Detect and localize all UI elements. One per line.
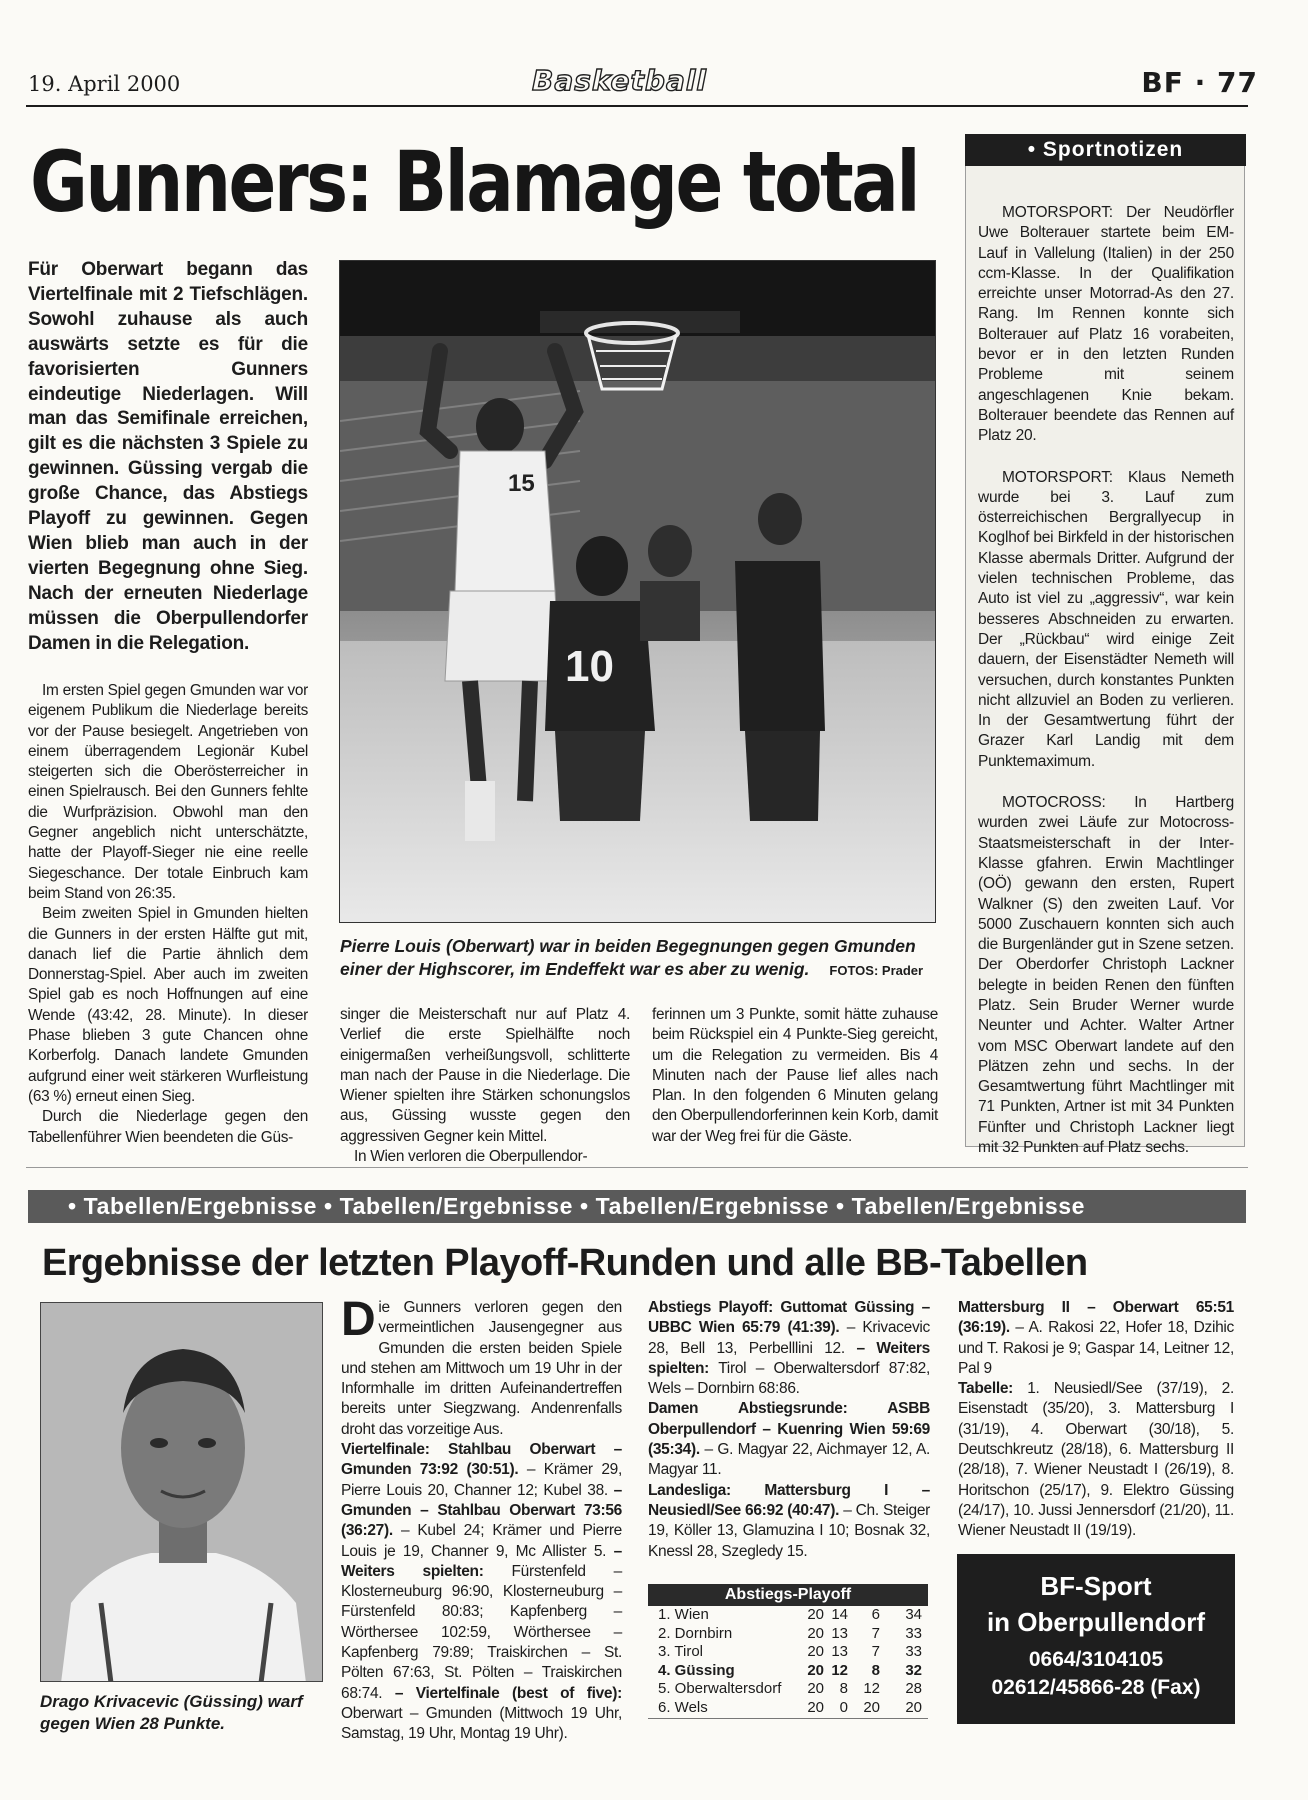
results-column-2 bbox=[648, 1298, 930, 1562]
note-text: In Hartberg wurden zwei Läufe zur Motocross-Staatsmeisterschaft in der Inter-Klasse gfahren. Erwin Machtlinger (OÖ) gewann den ersten, Rupert Walkner (S) den zweiten Lauf. Vor 5000 Zuschauern konnten sich auch die Burgenländer gut in Szene setzen. Der Oberdorfer Christoph Lackner belegte in beiden Renen den fünften Platz. Sein Bruder Werner wurde Neunter und Achter. Walter Artner vom MSC Oberwart landete auf den Plätzen zehn und sechs. In der Gesamtwertung führt Machtlinger mit 71 Punkten, Artner ist mit 34 Punkten Fünfter und Christoph Lackner liegt mit 32 Punkten auf Platz sechs. bbox=[978, 794, 1234, 1157]
table-row bbox=[648, 1606, 928, 1625]
standings-table bbox=[648, 1584, 928, 1719]
stat-cell: 20 bbox=[807, 1606, 824, 1623]
table-row bbox=[648, 1625, 928, 1644]
stat-cell: 20 bbox=[863, 1698, 880, 1716]
note-text: Klaus Nemeth wurde bei 3. Lauf zum österreichischen Bergrallyecup in Koglhof bei Birkfeld in der historischen Klasse abermals Dritter. Aufgrund der vielen technischen Probleme, das Auto ist viel zu „aggressiv“, war kein besseres Abschneiden zu erwarten. Der „Rückbau“ wird einige Zeit dauern, der Eisenstädter Nemeth will versuchen, durch konstantes Punkten nicht allzuviel an Boden zu verlieren. In der Gesamtwertung führt der Grazer Karl Landig mit dem Punktemaximum. bbox=[978, 468, 1234, 770]
result-text: – Kubel 24; Krämer und Pierre Louis je 19, Channer 9, Mc Allister 5. bbox=[341, 1522, 622, 1560]
table-row bbox=[648, 1662, 928, 1681]
photo-caption bbox=[340, 935, 936, 982]
sidebar-sportnotizen bbox=[965, 134, 1245, 1157]
results-intro: ie Gunners verloren gegen den vermeintlichen Jausengegner aus Gmunden die ersten beiden Spiele und stehen am Mittwoch um 19 Uhr in der Informhalle im dritten Aufeinandertreffen bereits unter Siegzwang. Andenrenfalls droht das vorzeitige Aus. bbox=[341, 1299, 622, 1438]
stat-cell: 14 bbox=[831, 1606, 848, 1623]
contact-title: BF-Sport bbox=[1040, 1571, 1152, 1601]
sidebar-note bbox=[978, 793, 1234, 1158]
stat-cell: 0 bbox=[839, 1698, 848, 1716]
article-lead: Für Oberwart begann das Viertelfinale mit 2 Tiefschlägen. Sowohl zuhause als auch auswärts setzte es für die favorisierten Gunners eindeutige Niederlagen. Will man das Semifinale erreichen, gilt es die nächsten 3 Spiele zu gewinnen. Güssing vergab die große Chance, das Abstiegs Playoff zu gewinnen. Gegen Wien blieb man auch in der vierten Begegnung ohne Sieg. Nach der erneuten Niederlage müssen die Oberpullendorfer Damen in die Relegation. bbox=[28, 259, 308, 654]
result-heading: – Weiters spielten: bbox=[341, 1542, 622, 1580]
article-paragraph: Durch die Niederlage gegen den Tabellenführer Wien beendeten die Güs- bbox=[28, 1108, 308, 1146]
contact-box bbox=[957, 1554, 1235, 1724]
stat-cell: 7 bbox=[871, 1643, 880, 1661]
stat-cell: 20 bbox=[807, 1624, 824, 1642]
result-text: – Krämer 29, Pierre Louis 20, Channer 12; Kubel 38. bbox=[341, 1461, 622, 1499]
stat-cell: 6 bbox=[871, 1606, 880, 1623]
photo-credit: FOTOS: Prader bbox=[829, 963, 924, 978]
table-body bbox=[648, 1606, 928, 1719]
team-cell: 2. Dornbirn bbox=[658, 1624, 733, 1642]
stat-cell: 32 bbox=[905, 1661, 922, 1679]
table-row bbox=[648, 1680, 928, 1699]
stat-cell: 13 bbox=[831, 1624, 848, 1642]
stat-cell: 20 bbox=[807, 1643, 824, 1661]
stat-cell: 28 bbox=[905, 1680, 922, 1698]
stat-cell: 33 bbox=[905, 1643, 922, 1661]
team-cell: 6. Wels bbox=[658, 1698, 708, 1716]
result-text: Oberwart – Gmunden (Mittwoch 19 Uhr, Samstag, 19 Uhr, Montag 19 Uhr). bbox=[341, 1704, 622, 1743]
result-text: – Ch. Steiger 19, Köller 13, Glamuzina I 10; Bosnak 32, Knessl 28, Szegledy 15. bbox=[648, 1501, 930, 1560]
result-heading: Viertelfinale: Stahlbau Oberwart – Gmunden 73:92 (30:51). bbox=[341, 1441, 622, 1479]
portrait-illustration bbox=[41, 1303, 323, 1682]
portrait-caption: Drago Krivacevic (Güssing) warf gegen Wien 28 Punkte. bbox=[40, 1692, 303, 1733]
stat-cell: 20 bbox=[807, 1698, 824, 1716]
result-text: Tirol – Oberwaltersdorf 87:82, Wels – Dornbirn 68:86. bbox=[648, 1359, 930, 1398]
result-heading: – Weiters spielten: bbox=[648, 1339, 930, 1377]
stat-cell: 33 bbox=[905, 1624, 922, 1642]
svg-text:10: 10 bbox=[565, 642, 614, 691]
result-text: Fürstenfeld – Klosterneuburg 96:90, Klosterneuburg – Fürstenfeld 80:83; Kapfenberg – Wörthersee 102:59, Wörthersee – Kapfenberg 79:89; Traiskirchen – St. Pölten 67:63, St. Pölten – Traiskirchen 68:74. bbox=[341, 1562, 622, 1702]
team-cell: 5. Oberwaltersdorf bbox=[658, 1680, 782, 1698]
section-rule bbox=[26, 1167, 1248, 1168]
article-column-1 bbox=[28, 681, 308, 1148]
basketball-photo-illustration bbox=[340, 261, 936, 923]
article-paragraph: Beim zweiten Spiel in Gmunden hielten die Gunners in der ersten Hälfte gut mit, danach lief die Partie ähnlich dem Donnerstag-Spiel. Aber auch im zweiten Spiel gab es noch Hoffnungen auf eine Wende (43:42, 28. Minute). In dieser Phase blieben 3 gute Chancen ohne Korberfolg. Danach landete Gmunden aufgrund einer weit stärkeren Wurfleistung (63 %) erneut einen Sieg. bbox=[28, 905, 308, 1105]
note-label: MOTORSPORT: bbox=[1002, 204, 1113, 221]
sidebar-title: • Sportnotizen bbox=[965, 134, 1246, 166]
issue-date: 19. April 2000 bbox=[28, 72, 181, 96]
result-heading: – Gmunden – Stahlbau Oberwart 73:56 (36:27). bbox=[341, 1481, 622, 1540]
stat-cell: 7 bbox=[871, 1624, 880, 1642]
section-title: Basketball bbox=[532, 64, 708, 97]
stat-cell: 8 bbox=[871, 1661, 880, 1679]
sidebar-body bbox=[978, 203, 1234, 1158]
basketball-photo bbox=[339, 260, 936, 923]
results-column-3 bbox=[958, 1298, 1234, 1542]
stat-cell: 13 bbox=[831, 1643, 848, 1661]
result-text: 1. Neusiedl/See (37/19), 2. Eisenstadt (35/20), 3. Mattersburg I (31/19), 4. Oberwart (30/18), 5. Deutschkreutz (28/18), 6. Mattersburg II (28/18), 7. Wiener Neustadt I (26/19), 8. Horitschon (25/17), 9. Elektro Güssing (24/17), 10. Jussi Jennersdorf (21/20), 11. Wiener Neustadt II (19/19). bbox=[958, 1380, 1234, 1540]
stat-cell: 34 bbox=[905, 1606, 922, 1623]
result-text: – Krivacevic 28, Bell 13, Perbelllini 12. bbox=[648, 1319, 930, 1357]
dropcap: D bbox=[341, 1293, 376, 1346]
team-cell: 1. Wien bbox=[658, 1606, 709, 1623]
table-title: Abstiegs-Playoff bbox=[648, 1584, 928, 1606]
article-paragraph: Im ersten Spiel gegen Gmunden war vor eigenem Publikum die Niederlage bereits vor der Pause besiegelt. Angetrieben von einem überragendem Legionär Kubel steigerten sich die Oberösterreicher in einen Spielrausch. Bei den Gunners fehlte die Wurfpräzision. Obwohl man den Gegner angeblich nicht unterschätzte, hatte der Playoff-Sieger nie eine reelle Siegeschance. Der totale Einbruch kam beim Stand von 26:35. bbox=[28, 682, 308, 902]
photo-caption-text: Pierre Louis (Oberwart) war in beiden Begegnungen gegen Gmunden einer der Highscorer, im Endeffekt war es aber zu wenig. bbox=[340, 936, 916, 979]
stat-cell: 20 bbox=[905, 1698, 922, 1716]
contact-location: in Oberpullendorf bbox=[986, 1607, 1206, 1637]
team-cell: 4. Güssing bbox=[658, 1661, 735, 1679]
result-heading: Abstiegs Playoff: Guttomat Güssing – UBBC Wien 65:79 (41:39). bbox=[648, 1299, 930, 1337]
article-paragraph: singer die Meisterschaft nur auf Platz 4. Verlief die erste Spielhälfte noch einigermaßen verheißungsvoll, schlitterte man nach der Pause in die Niederlage. Die Wiener spielten ihre Stärken schonungslos aus, Güssing wusste gegen den aggressiven Gegner kein Mittel. bbox=[340, 1006, 630, 1145]
result-heading: – Viertelfinale (best of five): bbox=[394, 1684, 622, 1702]
result-heading: Mattersburg II – Oberwart 65:51 (36:19). bbox=[958, 1299, 1234, 1337]
result-heading: Tabelle: bbox=[958, 1380, 1014, 1398]
stat-cell: 12 bbox=[831, 1661, 848, 1679]
result-heading: Damen Abstiegsrunde: ASBB Oberpullendorf – Kuenring Wien 59:69 (35:34). bbox=[648, 1400, 930, 1459]
note-label: MOTOCROSS: bbox=[1002, 794, 1106, 812]
results-headline: Ergebnisse der letzten Playoff-Runden und alle BB-Tabellen bbox=[42, 1242, 1088, 1284]
page-number: BF · 77 bbox=[1141, 66, 1258, 99]
contact-fax: 02612/45866-28 (Fax) bbox=[991, 1676, 1201, 1699]
result-text: – G. Magyar 22, Aichmayer 12, A. Magyar 11. bbox=[648, 1441, 930, 1479]
article-paragraph: In Wien verloren die Oberpullendor- bbox=[354, 1148, 588, 1166]
header-rule bbox=[26, 105, 1248, 107]
results-column-1 bbox=[341, 1293, 622, 1745]
svg-text:15: 15 bbox=[508, 470, 535, 497]
sidebar-note bbox=[978, 203, 1234, 447]
stat-cell: 20 bbox=[807, 1680, 824, 1698]
stat-cell: 20 bbox=[807, 1661, 824, 1679]
note-label: MOTORSPORT: bbox=[1002, 468, 1113, 486]
stat-cell: 12 bbox=[863, 1680, 880, 1698]
result-heading: Landesliga: Mattersburg I – Neusiedl/See 66:92 (40:47). bbox=[648, 1481, 930, 1519]
article-headline: Gunners: Blamage total bbox=[30, 133, 918, 231]
stat-cell: 8 bbox=[839, 1680, 848, 1698]
result-text: – A. Rakosi 22, Hofer 18, Dzihic und T. Rakosi je 9; Gaspar 14, Leitner 12, Pal 9 bbox=[958, 1319, 1234, 1377]
results-band: • Tabellen/Ergebnisse • Tabellen/Ergebnisse • Tabellen/Ergebnisse • Tabellen/Ergebnisse bbox=[28, 1190, 1246, 1223]
article-column-3 bbox=[652, 1005, 938, 1147]
article-column-2 bbox=[340, 1005, 630, 1167]
contact-phone: 0664/3104105 bbox=[1028, 1648, 1164, 1671]
table-row bbox=[648, 1643, 928, 1662]
article-paragraph: ferinnen um 3 Punkte, somit hätte zuhause beim Rückspiel ein 4 Punkte-Sieg gereicht, um die Relegation zu vermeiden. Bis 4 Minuten nach der Pause lief alles nach Plan. In den folgenden 6 Minuten gelang den Oberpullendorferinnen kein Korb, damit war der Weg frei für die Gäste. bbox=[652, 1006, 938, 1145]
team-cell: 3. Tirol bbox=[658, 1643, 704, 1661]
sidebar-note bbox=[978, 468, 1234, 772]
player-portrait bbox=[40, 1302, 323, 1682]
note-text: Der Neudörfler Uwe Bolterauer startete beim EM-Lauf in Vallelung (Italien) in der 250 ccm-Klasse. In der Qualifikation erreichte unser Motorrad-As den 27. Rang. Im Rennen konnte sich Bolterauer auf Platz 16 vorabeiten, bevor er in den letzten Runden Probleme mit seinem angeschlagenen Knie bekam. Bolterauer beendete das Rennen auf Platz 20. bbox=[978, 204, 1234, 445]
table-row bbox=[648, 1699, 928, 1719]
